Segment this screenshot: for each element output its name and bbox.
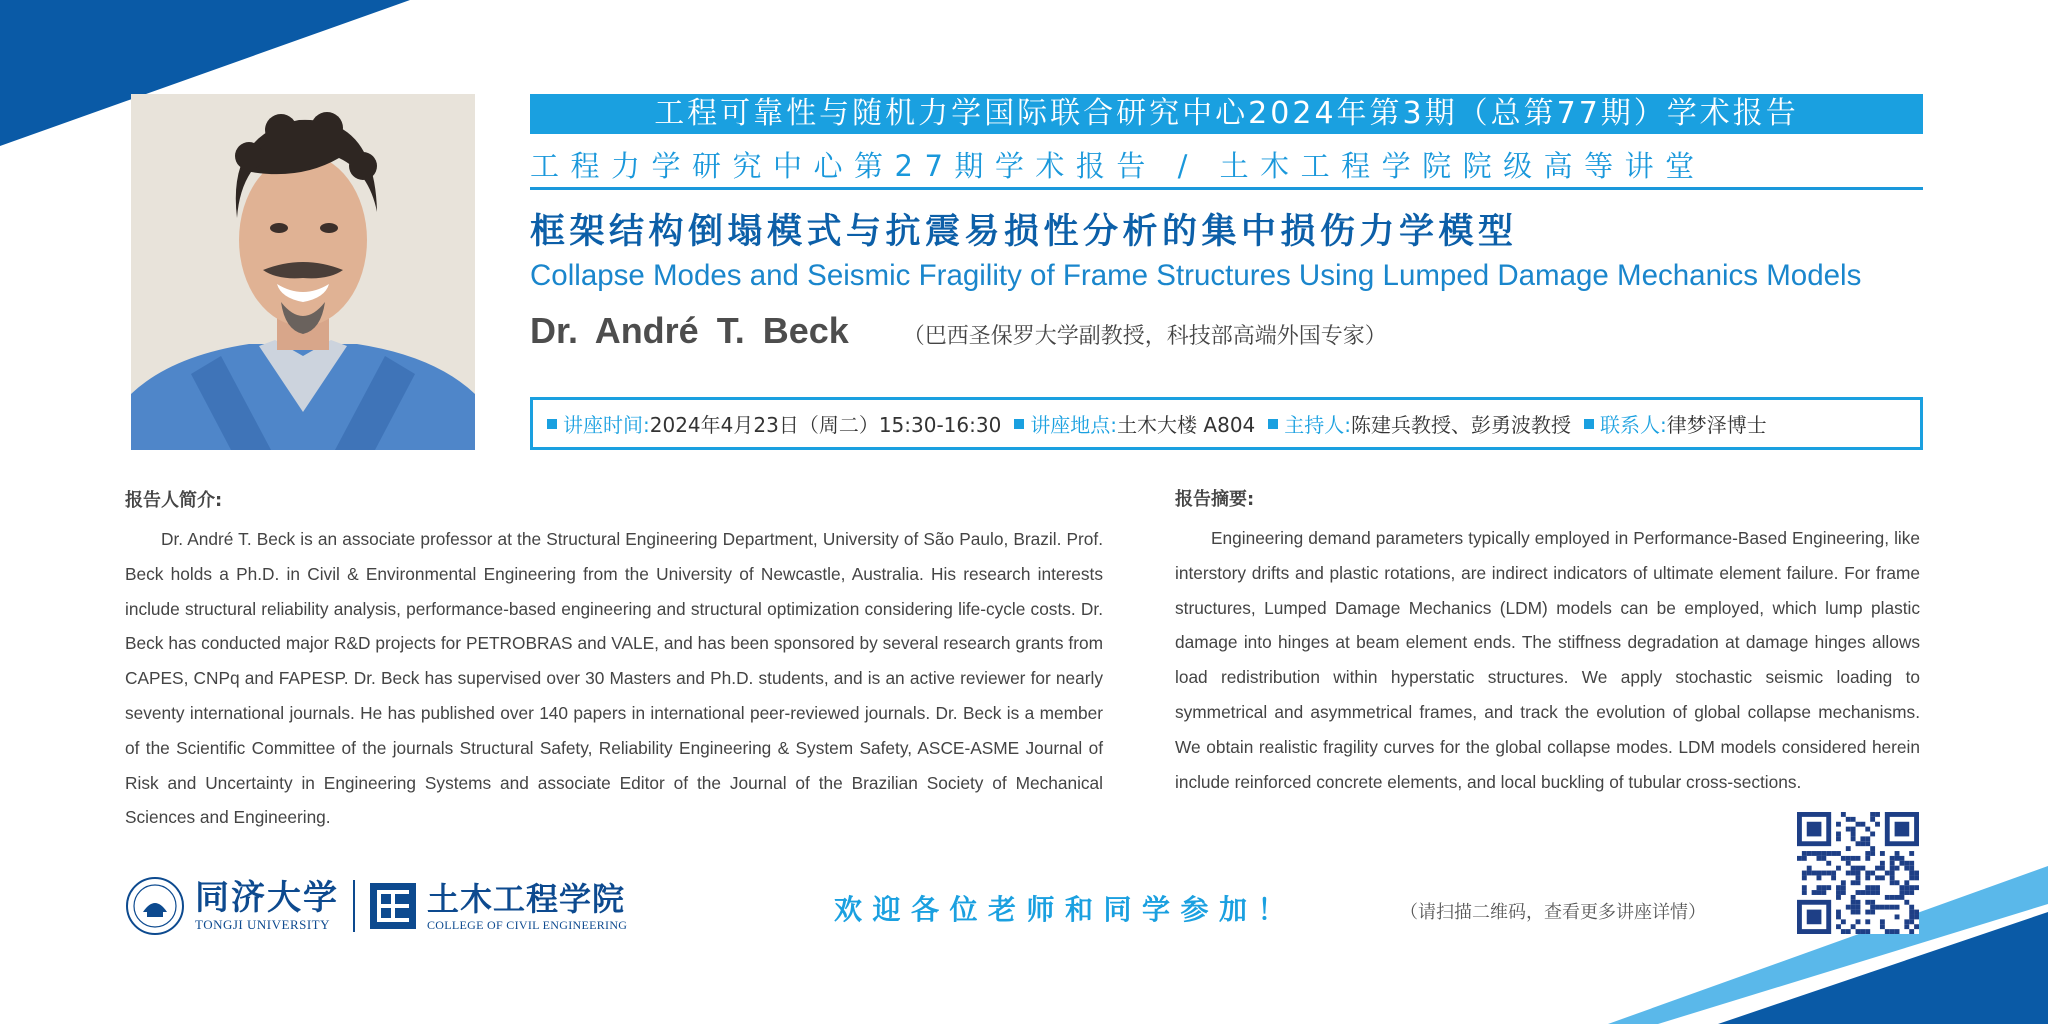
talk-title-cn: 框架结构倒塌模式与抗震易损性分析的集中损伤力学模型	[530, 212, 1518, 252]
speaker-name: Dr. André T. Beck	[530, 310, 849, 351]
square-bullet-icon	[1014, 419, 1024, 429]
series-subtitle: 工程力学研究中心第27期学术报告 / 土木工程学院院级高等讲堂	[530, 142, 1923, 190]
info-host	[1268, 409, 1571, 438]
info-label: 主持人:	[1284, 413, 1352, 437]
tongji-wordmark	[195, 879, 339, 933]
square-bullet-icon	[1584, 419, 1594, 429]
university-name-cn: 同济大学	[195, 878, 339, 918]
lecture-info-box	[530, 397, 1923, 450]
square-bullet-icon	[547, 419, 557, 429]
abstract-heading: 报告摘要:	[1175, 489, 1255, 510]
university-name-en: TONGJI UNIVERSITY	[195, 917, 331, 932]
abstract-text: Engineering demand parameters typically employed in Performance-Based Engineering, like interstory drifts and plastic rotations, are indirect indicators of ultimate element failure. For frame structures, Lumped Damage Mechanics (LDM) models can be employed, which lump plastic damage into hinges at beam element ends. The stiffness degradation at damage hinges allows load redistribution within hyperstatic structures. We apply stochastic seismic loading to symmetrical and asymmetrical frames, and track the evolution of global collapse mechanisms. We obtain realistic fragility curves for the global collapse modes. LDM models considered herein include reinforced concrete elements, and local buckling of tubular cross-sections.	[1175, 528, 1920, 792]
square-bullet-icon	[1268, 419, 1278, 429]
info-time	[547, 409, 1001, 438]
header	[530, 94, 1923, 352]
speaker-affiliation: （巴西圣保罗大学副教授，科技部高端外国专家）	[902, 324, 1387, 349]
info-label: 讲座地点:	[1030, 413, 1118, 437]
series-banner: 工程可靠性与随机力学国际联合研究中心2024年第3期（总第77期）学术报告	[530, 94, 1923, 134]
info-label: 联系人:	[1600, 413, 1667, 437]
speaker-line	[530, 310, 1923, 352]
bio-text: Dr. André T. Beck is an associate professor at the Structural Engineering Department, University of São Paulo, Brazil. Prof. Beck holds a Ph.D. in Civil & Environmental Engineering from the University of Newcastle, Australia. His research interests include structural reliability analysis, performance-based engineering and structural optimization considering life-cycle costs. Dr. Beck has conducted major R&D projects for PETROBRAS and VALE, and has been sponsored by several research grants from CAPES, CNPq and FAPESP. Dr. Beck has supervised over 30 Masters and Ph.D. students, and is an active reviewer for nearly seventy international journals. He has published over 140 papers in international peer-reviewed journals. Dr. Beck is a member of the Scientific Committee of the journals Structural Safety, Reliability Engineering & System Safety, ASCE-ASME Journal of Risk and Uncertainty in Engineering Systems and associate Editor of the Journal of the Brazilian Society of Mechanical Sciences and Engineering.	[125, 529, 1103, 828]
info-label: 讲座时间:	[563, 413, 650, 437]
talk-title-en: Collapse Modes and Seismic Fragility of Frame Structures Using Lumped Damage Mechanics Models	[530, 259, 1862, 292]
footer-logos	[125, 876, 627, 936]
tongji-seal-icon	[125, 876, 185, 936]
qr-code-icon	[1797, 812, 1919, 934]
welcome-text: 欢迎各位老师和同学参加！	[834, 893, 1297, 926]
college-wordmark	[427, 880, 627, 933]
college-name-cn: 土木工程学院	[427, 879, 626, 918]
info-value: 土木大楼 A804	[1117, 413, 1256, 437]
qr-note: （请扫描二维码，查看更多讲座详情）	[1400, 902, 1706, 923]
info-value: 律梦泽博士	[1666, 413, 1767, 437]
college-logo-icon	[369, 882, 417, 930]
info-contact	[1584, 409, 1767, 438]
info-value: 2024年4月23日（周二）15:30-16:30	[649, 413, 1002, 437]
speaker-photo	[131, 94, 475, 450]
info-value: 陈建兵教授、彭勇波教授	[1351, 413, 1572, 437]
college-name-en: COLLEGE OF CIVIL ENGINEERING	[427, 917, 628, 932]
bio-heading: 报告人简介:	[125, 490, 223, 511]
info-location	[1014, 409, 1255, 438]
logo-divider	[353, 880, 355, 932]
